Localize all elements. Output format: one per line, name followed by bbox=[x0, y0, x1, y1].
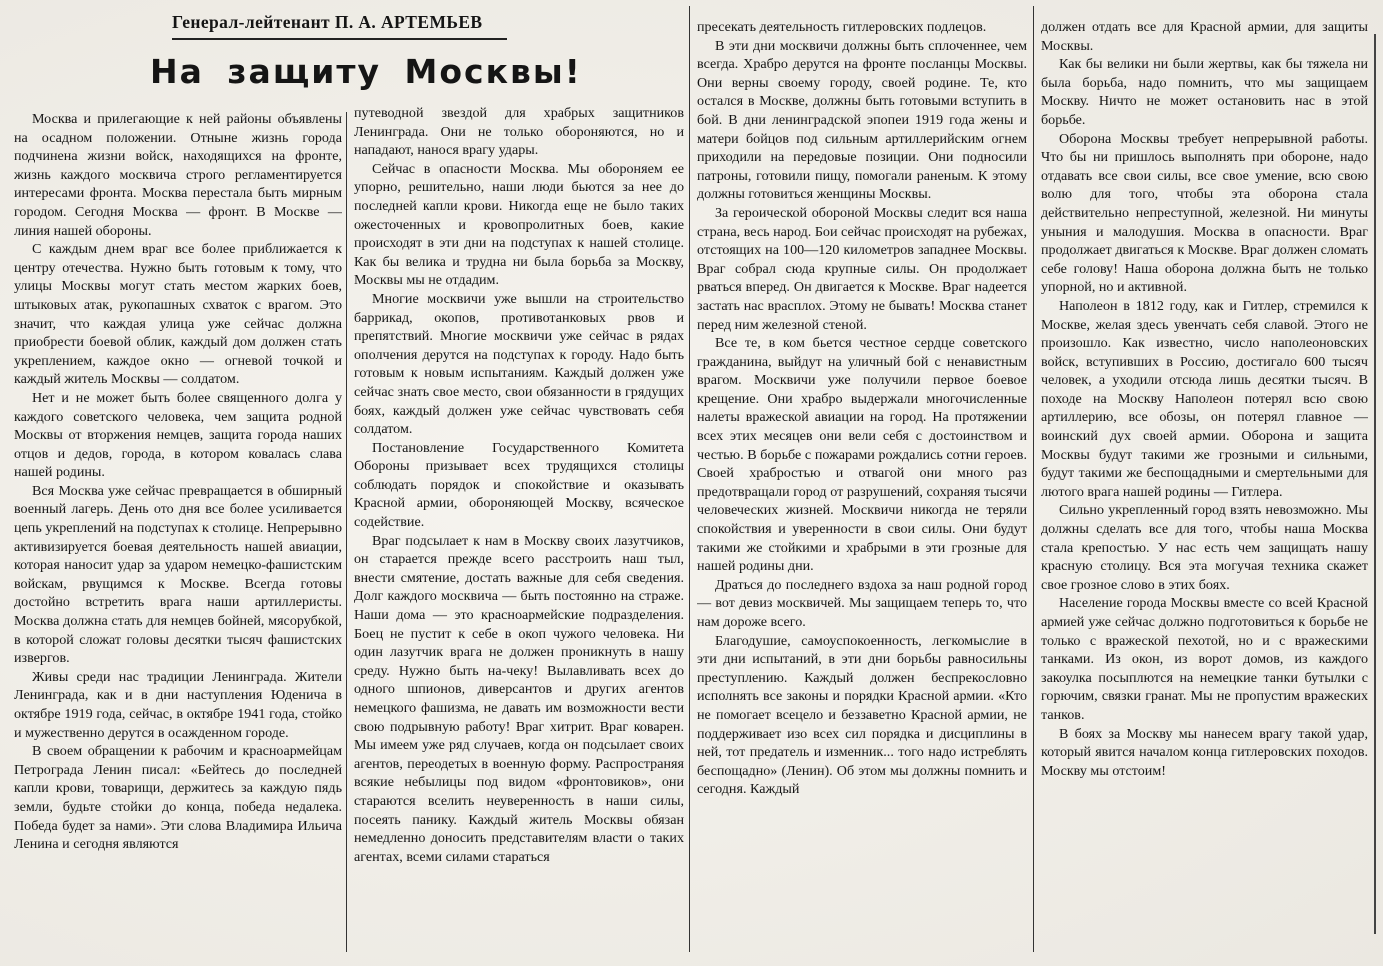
column-divider-3 bbox=[1033, 6, 1034, 952]
column-3-paragraph-1: пресекать деятельность гитлеровских подлецов. bbox=[697, 19, 987, 35]
article-column-4 bbox=[1041, 18, 1368, 952]
column-divider-1 bbox=[346, 112, 347, 952]
column-1-paragraph-1: Москва и прилегающие к ней районы объявлены на осадном положении. Отныне жизнь города подчинена жизни войск, находящихся на фронте, жизнь каждого москвича строго регламентируется интересами фронта. Москва перестала быть мирным городом. Сегодня Москва — фронт. В Москве — линия нашей обороны. bbox=[14, 111, 342, 239]
author-byline: Генерал-лейтенант П. А. АРТЕМЬЕВ bbox=[172, 12, 483, 32]
column-2-paragraph-1: путеводной звездой для храбрых защитников Ленинграда. Они не только обороняются, но и нападают, нанося врагу удары. bbox=[354, 105, 684, 159]
column-divider-2 bbox=[689, 6, 690, 952]
byline-underline bbox=[172, 38, 507, 40]
column-2-paragraph-4: Постановление Государственного Комитета Обороны призывает всех трудящихся столицы соблюдать порядок и спокойствие и оказывать Красной армии, обороняющей Москву, всяческое содействие. bbox=[354, 439, 684, 531]
column-1-paragraph-6: В своем обращении к рабочим и красноармейцам Петрограда Ленин писал: «Бейтесь до последней капли крови, товарищи, держитесь за каждую пядь земли, будьте стойки до конца, победа недалека. Победа будет за нами». Эти слова Владимира Ильича Ленина и сегодня являются bbox=[14, 743, 342, 853]
column-4-paragraph-6: Население города Москвы вместе со всей Красной армией уже сейчас должно подготовиться к борьбе не только с вражеской пехотой, но и с вражескими танками. Из окон, из ворот домов, из каждого закоулка посыплются на немецкие танки бутылки с горючим, связки гранат. Мы не пропустим вражеских танков. bbox=[1041, 595, 1368, 723]
column-1-paragraph-3: Нет и не может быть более священного долга у каждого советского человека, чем защита родной Москвы от вторжения немцев, защита города наших отцов и дедов, города, в котором ковалась слава нашей родины. bbox=[14, 389, 342, 481]
column-2-paragraph-2: Сейчас в опасности Москва. Мы обороняем ее упорно, решительно, наши люди бьются за нее до последней капли крови. Никогда еще не было таких ожесточенных и кровопролитных боев, какие происходят в эти дни на подступах к нашей столице. Как бы велика и трудна ни была борьба за Москву, Москвы мы не отдадим. bbox=[354, 160, 684, 289]
article-column-3 bbox=[697, 18, 1027, 952]
column-1-paragraph-2: С каждым днем враг все более приближается к центру отечества. Нужно быть готовым к тому, что улицы Москвы могут стать местом жарких боев, штыковых атак, рукопашных схваток с врагом. Это значит, что каждая улица уже сейчас должна приобрести боевой облик, каждый дом должен стать укреплением, каждое окно — огневой точкой и каждый житель Москвы — солдатом. bbox=[14, 241, 342, 388]
column-2-paragraph-3: Многие москвичи уже вышли на строительство баррикад, окопов, противотанковых рвов и препятствий. Многие москвичи уже сейчас в рядах ополчения дерутся на подступах к городу. Надо быть готовым к новым испытаниям. Каждый должен уже сейчас знать свое место, свои обязанности в грядущих боях, каждый должен уже сейчас чувствовать себя солдатом. bbox=[354, 290, 684, 438]
column-1-paragraph-5: Живы среди нас традиции Ленинграда. Жители Ленинграда, как и в дни наступления Юденича в октябре 1919 года, сейчас, в октябре 1941 года, стойко и мужественно дерутся в осажденном городе. bbox=[14, 668, 342, 741]
column-3-paragraph-6: Благодушие, самоуспокоенность, легкомыслие в эти дни испытаний, в эти дни борьбы равносильны преступлению. Каждый должен беспрекословно исполнять все законы и порядки Красной армии. «Кто не помогает всецело и беззаветно Красной армии, не поддерживает изо всех сил порядка и дисциплины в ней, тот предатель и изменник... того надо истреблять беспощадно» (Ленин). Об этом мы должны помнить и сегодня. Каждый bbox=[697, 632, 1027, 798]
column-3-paragraph-2: В эти дни москвичи должны быть сплоченнее, чем всегда. Храбро дерутся на фронте посланцы Москвы. Они верны своему городу, своей родине. Те, кто остался в Москве, должны быть готовыми вступить в бой. В дни ленинградской эпопеи 1919 года жены и матери бойцов под сильным артиллерийским огнем приходили на передовые позиции. Они подносили патроны, готовили пищу, помогали раненым. К этому должны готовиться женщины Москвы. bbox=[697, 37, 1027, 203]
article-column-2 bbox=[354, 104, 684, 952]
column-3-paragraph-4: Все те, в ком бьется честное сердце советского гражданина, выйдут на уличный бой с ненавистным врагом. Москвичи уже получили первое боевое крещение. Они храбро выдержали многочисленные налеты вражеской авиации на город. На протяжении всех этих месяцев они вели себя с достоинством и честью. В борьбе с пожарами рождались сотни героев. Своей храбростью и отвагой они много раз предотвращали город от разрушений, сохраняя тысячи человеческих жизней. Москвичи никогда не теряли спокойствия и уверенности в свои силы. Они будут такими же стойкими и храбрыми в эти грозные для нашей родины дни. bbox=[697, 335, 1027, 575]
column-4-paragraph-1: должен отдать все для Красной армии, для защиты Москвы. bbox=[1041, 19, 1368, 54]
article-column-1 bbox=[14, 110, 342, 952]
column-4-paragraph-5: Сильно укрепленный город взять невозможно. Мы должны сделать все для того, чтобы наша Москва стала крепостью. У нас есть чем защищать нашу красную столицу. Вся эта могучая техника скажет свое грозное слово в этих боях. bbox=[1041, 502, 1368, 593]
page-edge-rule bbox=[1374, 34, 1376, 934]
column-3-paragraph-5: Драться до последнего вздоха за наш родной город — вот девиз москвичей. Мы защищаем теперь то, что нам дороже всего. bbox=[697, 576, 1027, 630]
column-2-paragraph-5: Враг подсылает к нам в Москву своих лазутчиков, он старается прежде всего расстроить наш тыл, внести смятение, достать важные для себя сведения. Долг каждого москвича — быть постоянно на страже. Наши дома — это красноармейские подразделения. Боец не пустит к себе в окоп чужого человека. Ни один лазутчик врага не должен проникнуть в нашу среду. Нужно быть на-чеку! Вылавливать всех до одного шпионов, диверсантов и других агентов немецкого фашизма, не давать им возможности вести свою подрывную работу! Враг хитрит. Враг коварен. Мы имеем уже ряд случаев, когда он подсылает своих агентов, переодетых в военную форму. Распространяя всякие небылицы под видом «фронтовиков», они стараются вселить неуверенность в наши силы, посеять панику. Каждый житель Москвы обязан немедленно доносить представителям власти о таких агентах, всеми силами стараться bbox=[354, 532, 684, 865]
column-4-paragraph-3: Оборона Москвы требует непрерывной работы. Что бы ни пришлось выполнять при обороне, надо отдавать все свои силы, все свое умение, всю свою волю для того, чтобы эта оборона стала действительно непреступной, железной. Ни минуты уныния и малодушия. Москва в опасности. Враг продолжает двигаться к Москве. Враг должен сломать себе голову! Наша оборона должна быть не только упорной, но и активной. bbox=[1041, 130, 1368, 296]
column-4-paragraph-2: Как бы велики ни были жертвы, как бы тяжела ни была борьба, надо помнить, что мы защищаем Москву. Ничто не может остановить нас в этой борьбе. bbox=[1041, 56, 1368, 128]
column-4-paragraph-4: Наполеон в 1812 году, как и Гитлер, стремился к Москве, желая здесь увенчать себя славой. Этого не произошло. Как известно, число наполеоновских войск, вступивших в Россию, достигало 600 тысяч человек, а уходили отсюда лишь десятки тысяч. В походе на Москву Наполеон потерял всю свою артиллерию, все обозы, он потерял главное — воинский дух своей армии. Оборона и защита Москвы будут такими же грозными и сильными, будут такими же беспощадными и смертельными для лютого врага нашей родины — Гитлера. bbox=[1041, 297, 1368, 500]
column-3-paragraph-3: За героической обороной Москвы следит вся наша страна, весь народ. Бои сейчас происходят на рубежах, отстоящих на 100—120 километров западнее Москвы. Враг собрал сюда крупные силы. Он продолжает рваться вперед. Он двигается к Москве. Враг надеется застать нас врасплох. Этому не бывать! Москва станет перед ним железной стеной. bbox=[697, 204, 1027, 333]
column-4-paragraph-7: В боях за Москву мы нанесем врагу такой удар, который явится началом конца гитлеровских походов. Москву мы отстоим! bbox=[1041, 725, 1368, 779]
column-1-paragraph-4: Вся Москва уже сейчас превращается в обширный военный лагерь. День ото дня все более усиливается цепь укреплений на подступах к столице. Непрерывно активизируется боевая деятельность нашей авиации, которая наносит удар за ударом немецко-фашистским войскам, рвущимся к Москве. Всегда готовы достойно встретить врага наши артиллеристы. Москва должна стать для немцев бойней, мясорубкой, в которой сложат головы десятки тысяч фашистских извергов. bbox=[14, 482, 342, 667]
article-headline: На защиту Москвы! bbox=[150, 52, 582, 91]
